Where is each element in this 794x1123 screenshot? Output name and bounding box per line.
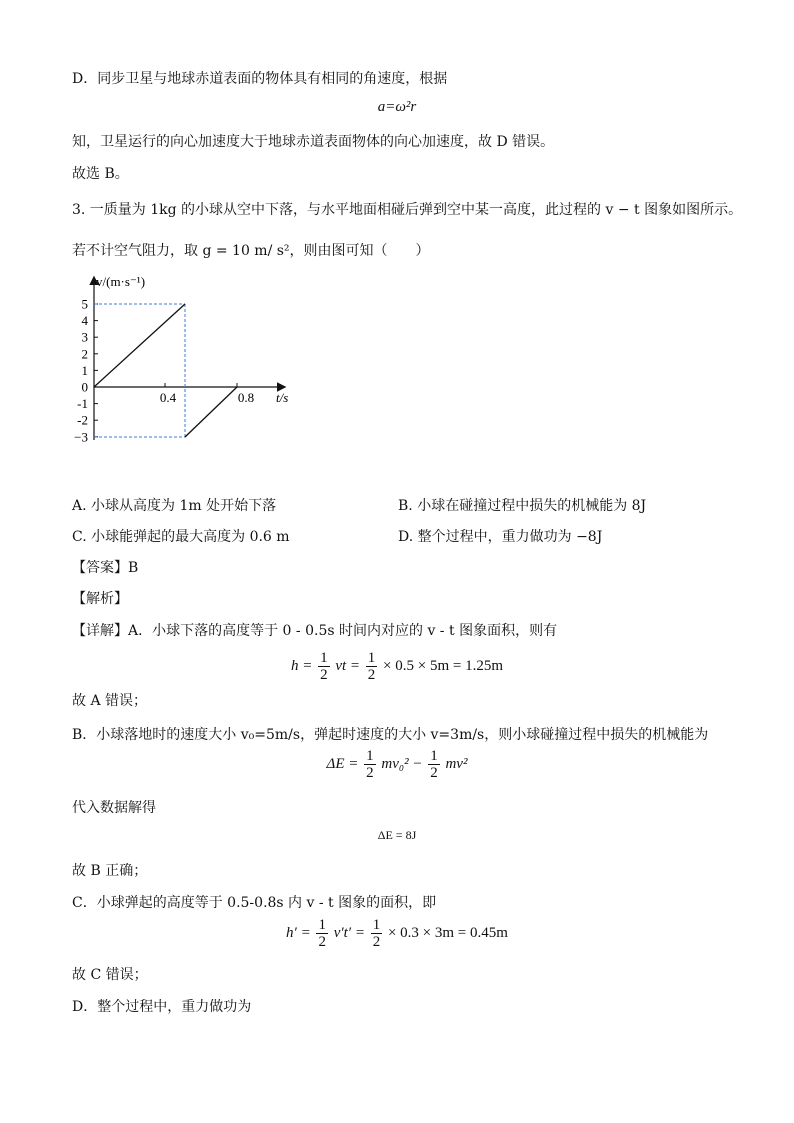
text-line-conclusion: 知，卫星运行的向心加速度大于地球赤道表面物体的向心加速度，故 D 错误。 xyxy=(72,134,555,150)
conclusion-c: 故 C 错误； xyxy=(72,967,148,983)
y-tick-label: 5 xyxy=(81,296,88,312)
question-3-stem-2: 若不计空气阻力，取 g = 10 m/ s²，则由图可知（ ） xyxy=(72,243,430,259)
answer: 【答案】B xyxy=(72,560,139,576)
option-a: A. 小球从高度为 1m 处开始下落 xyxy=(72,498,277,514)
y-tick-label: 2 xyxy=(81,346,88,362)
x-tick-0.4: 0.4 xyxy=(159,390,177,405)
conclusion-a: 故 A 错误； xyxy=(72,693,148,709)
y-tick-label: 3 xyxy=(81,329,88,345)
y-tick-label: 1 xyxy=(81,362,88,378)
conclusion-b: 故 B 正确； xyxy=(72,863,148,879)
equation-c: h′ = $\frac{1}{2}$ v′t′ = $\frac{1}{2}$ × 0.3 × 3m = 0.45m xyxy=(286,917,508,950)
equation-b-result: ΔE = 8J xyxy=(377,828,417,842)
vt-graph xyxy=(70,270,310,450)
detail-a: 【详解】A．小球下落的高度等于 0 - 0.5s 时间内对应的 v - t 图象面积，则有 xyxy=(72,623,558,639)
y-axis-label: v/(m·s⁻¹) xyxy=(96,274,146,289)
y-tick-label: -1 xyxy=(77,396,88,412)
y-tick-label: −3 xyxy=(74,429,88,445)
option-b: B. 小球在碰撞过程中损失的机械能为 8J xyxy=(398,498,647,514)
text-line-d-option: D．同步卫星与地球赤道表面的物体具有相同的角速度，根据 xyxy=(72,71,448,87)
x-tick-0.8: 0.8 xyxy=(237,390,255,405)
substitute-text: 代入数据解得 xyxy=(72,800,156,816)
segment-rising xyxy=(185,387,237,437)
option-d: D. 整个过程中，重力做功为 −8J xyxy=(398,529,603,545)
analysis-heading: 【解析】 xyxy=(72,591,128,607)
detail-d: D．整个过程中，重力做功为 xyxy=(72,999,252,1015)
segment-falling xyxy=(94,304,185,387)
detail-b: B．小球落地时的速度大小 v₀=5m/s，弹起时速度的大小 v=3m/s，则小球碰撞过程中损失的机械能为 xyxy=(72,727,709,743)
x-axis-label: t/s xyxy=(276,390,289,405)
y-tick-label: -2 xyxy=(77,412,88,428)
text-line-choose-b: 故选 B。 xyxy=(72,166,129,182)
detail-c: C．小球弹起的高度等于 0.5-0.8s 内 v - t 图象的面积，即 xyxy=(72,895,437,911)
equation-b: ΔE = $\frac{1}{2}$ mv₀² − $\frac{1}{2}$ mv² xyxy=(326,748,468,781)
option-c: C. 小球能弹起的最大高度为 0.6 m xyxy=(72,529,290,545)
y-tick-label: 0 xyxy=(81,379,88,395)
question-3-stem-1: 3. 一质量为 1kg 的小球从空中下落，与水平地面相碰后弹到空中某一高度，此过程的 v − t 图象如图所示。 xyxy=(72,202,743,218)
y-tick-label: 4 xyxy=(81,313,88,329)
equation-a: h = $\frac{1}{2}$ vt = $\frac{1}{2}$ × 0.5 × 5m = 1.25m xyxy=(290,650,504,683)
equation-centripetal: a=ω²r xyxy=(377,99,417,115)
